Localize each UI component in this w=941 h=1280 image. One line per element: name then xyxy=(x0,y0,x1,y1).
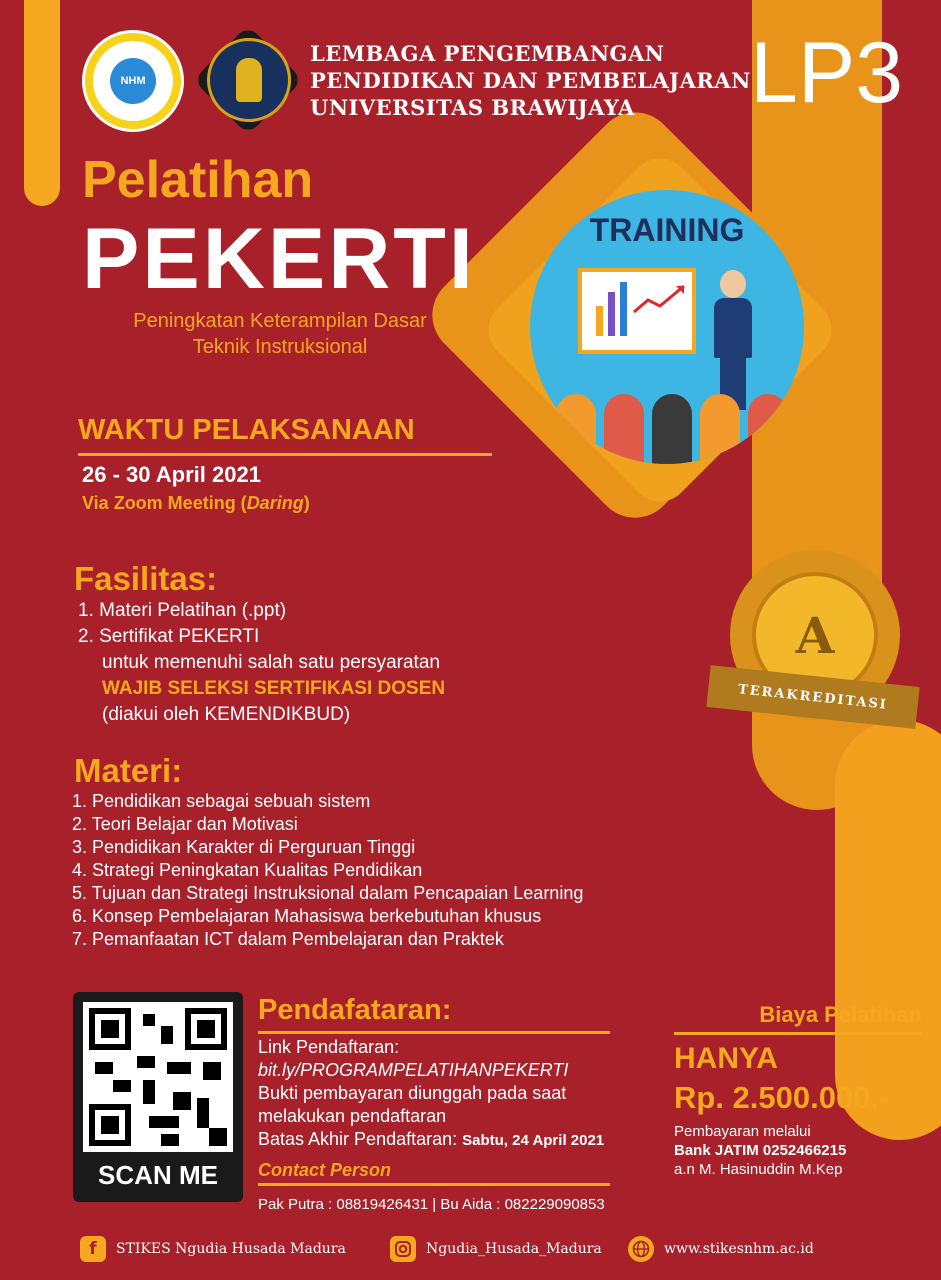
list-item: 2. Teori Belajar dan Motivasi xyxy=(72,814,298,834)
accreditation-ribbon: TERAKREDITASI xyxy=(706,665,919,729)
title-subtitle: Peningkatan Keterampilan Dasar Teknik Instruksional xyxy=(133,310,427,358)
stikes-logo: NHM xyxy=(82,30,184,132)
footer-website[interactable]: www.stikesnhm.ac.id xyxy=(628,1236,814,1262)
brawijaya-logo xyxy=(207,38,291,122)
deadline-date: Sabtu, 24 April 2021 xyxy=(462,1132,605,1149)
fasilitas-list xyxy=(78,598,445,728)
materi-heading: Materi: xyxy=(74,752,183,789)
training-label: TRAINING xyxy=(589,212,745,248)
registration-link[interactable]: bit.ly/PROGRAMPELATIHANPEKERTI xyxy=(258,1060,569,1080)
institution-name: LEMBAGA PENGEMBANGAN PENDIDIKAN DAN PEMBELAJARAN UNIVERSITAS BRAWIJAYA xyxy=(310,41,751,120)
fasilitas-heading: Fasilitas: xyxy=(74,560,218,597)
accreditation-grade: A xyxy=(752,572,878,698)
biaya-heading: Biaya Pelatihan xyxy=(674,1002,922,1035)
footer xyxy=(80,1236,941,1268)
list-item: (diakui oleh KEMENDIKBUD) xyxy=(102,704,351,725)
bank-account: Bank JATIM 0252466215 xyxy=(674,1142,847,1159)
facebook-icon: f xyxy=(80,1236,106,1262)
list-item-highlight: WAJIB SELEKSI SERTIFIKASI DOSEN xyxy=(102,678,446,699)
materi-list xyxy=(72,790,583,951)
qr-card[interactable] xyxy=(73,992,243,1202)
pendaftaran-info: Link Pendaftaran: bit.ly/PROGRAMPELATIHANPEKERTI Bukti pembayaran diunggah pada saat melakukan pendaftaran Batas Akhir Pendaftaran: Sabtu, 24 April 2021 xyxy=(258,1037,605,1149)
title-pelatihan: Pelatihan xyxy=(82,151,314,209)
payment-info: Pembayaran melalui Bank JATIM 0252466215 a.n M. Hasinuddin M.Kep xyxy=(674,1123,847,1178)
training-illustration xyxy=(530,190,804,464)
pendaftaran-heading: Pendafataran: xyxy=(258,994,610,1034)
footer-instagram[interactable]: Ngudia_Husada_Madura xyxy=(390,1236,602,1262)
list-item: 6. Konsep Pembelajaran Mahasiswa berkebutuhan khusus xyxy=(72,906,542,926)
lp3-mark: LP3 xyxy=(750,25,904,121)
title-pekerti: PEKERTI xyxy=(82,211,476,307)
list-item: 4. Strategi Peningkatan Kualitas Pendidikan xyxy=(72,860,423,880)
decor-bar-right-lower xyxy=(835,720,941,1140)
list-item: 1. Pendidikan sebagai sebuah sistem xyxy=(72,791,371,811)
biaya-hanya: HANYA xyxy=(674,1042,778,1075)
trend-arrow-icon xyxy=(632,280,692,320)
waktu-heading: WAKTU PELAKSANAAN xyxy=(78,414,492,456)
decor-bar-left xyxy=(24,0,60,206)
list-item: 2. Sertifikat PEKERTI xyxy=(78,626,260,647)
list-item: 5. Tujuan dan Strategi Instruksional dalam Pencapaian Learning xyxy=(72,883,584,903)
list-item: 7. Pemanfaatan ICT dalam Pembelajaran dan Praktek xyxy=(72,929,504,949)
presentation-board-icon xyxy=(578,268,696,354)
contact-heading: Contact Person xyxy=(258,1160,610,1186)
instagram-icon xyxy=(390,1236,416,1262)
list-item: 1. Materi Pelatihan (.ppt) xyxy=(78,600,287,621)
qr-code-icon xyxy=(83,1002,233,1152)
list-item: 3. Pendidikan Karakter di Perguruan Tinggi xyxy=(72,837,416,857)
event-date: 26 - 30 April 2021 xyxy=(82,462,261,487)
list-item: untuk memenuhi salah satu persyaratan xyxy=(102,652,440,673)
globe-icon xyxy=(628,1236,654,1262)
footer-facebook[interactable]: f STIKES Ngudia Husada Madura xyxy=(80,1236,346,1262)
event-via: Via Zoom Meeting (Daring) xyxy=(82,493,310,513)
biaya-price: Rp. 2.500.000,- xyxy=(674,1080,890,1115)
contact-phones: Pak Putra : 08819426431 | Bu Aida : 082229090853 xyxy=(258,1196,605,1213)
presenter-figure xyxy=(710,270,754,410)
scan-me-label: SCAN ME xyxy=(98,1160,218,1190)
